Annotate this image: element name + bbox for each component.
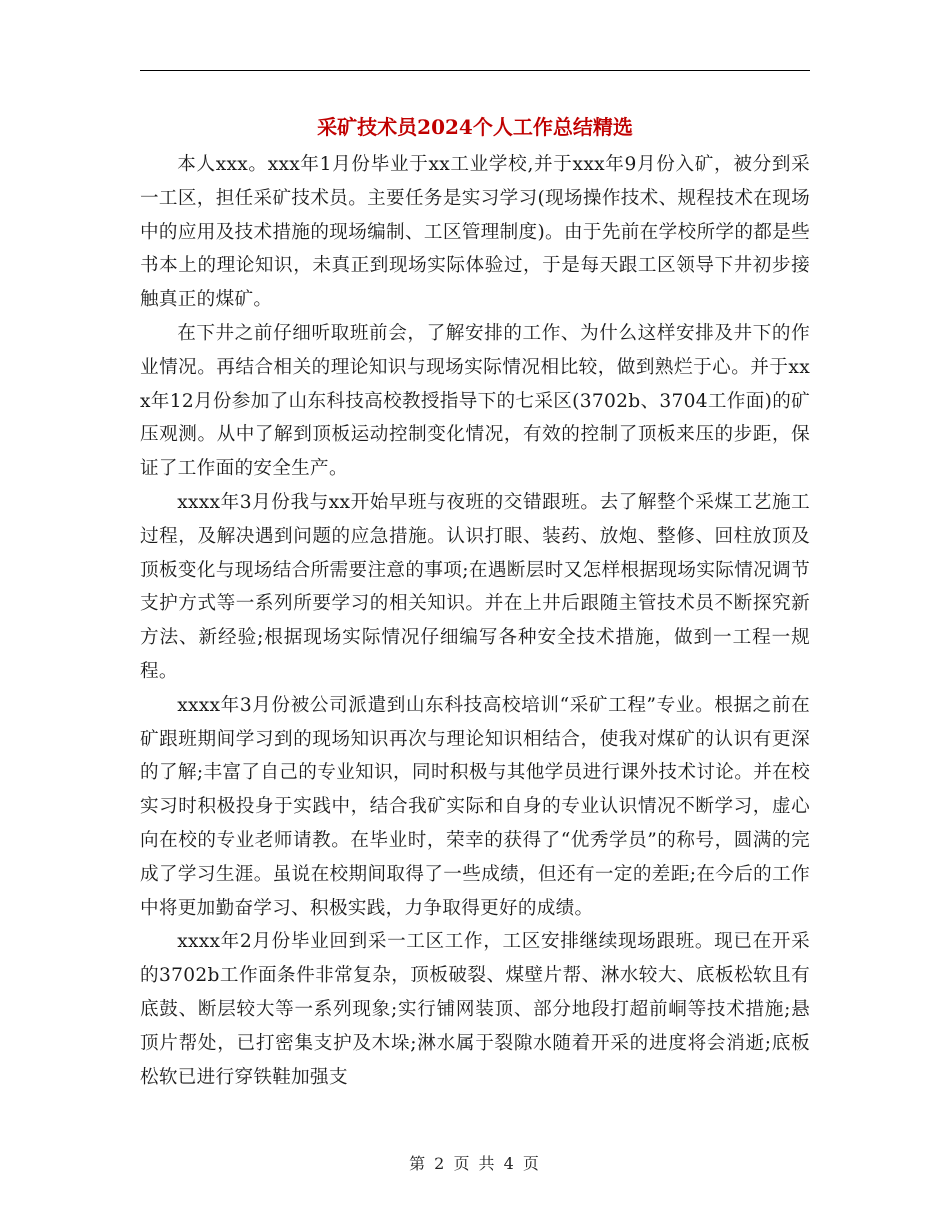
document-title: 采矿技术员2024个人工作总结精选	[317, 115, 633, 139]
paragraph-2: 在下井之前仔细听取班前会，了解安排的工作、为什么这样安排及井下的作业情况。再结合相关的理论知识与现场实际情况相比较，做到熟烂于心。并于xxx年12月份参加了山东科技高校教授指导下的七采区(3702b、3704工作面)的矿压观测。从中了解到顶板运动控制变化情况，有效的控制了顶板来压的步距，保证了工作面的安全生产。	[140, 322, 810, 480]
paragraph-5: xxxx年2月份毕业回到采一工区工作，工区安排继续现场跟班。现已在开采的3702b工作面条件非常复杂，顶板破裂、煤壁片帮、淋水较大、底板松软且有底鼓、断层较大等一系列现象;实行铺网装顶、部分地段打超前峒等技术措施;悬顶片帮处，已打密集支护及木垛;淋水属于裂隙水随着开采的进度将会消逝;底板松软已进行穿铁鞋加强支	[140, 931, 810, 1088]
header-rule	[140, 70, 810, 71]
paragraph-1: 本人xxx。xxx年1月份毕业于xx工业学校,并于xxx年9月份入矿，被分到采一工区，担任采矿技术员。主要任务是实习学习(现场操作技术、规程技术在现场中的应用及技术措施的现场编制、工区管理制度)。由于先前在学校所学的都是些书本上的理论知识，未真正到现场实际体验过，于是每天跟工区领导下井初步接触真正的煤矿。	[140, 154, 810, 311]
page-number-footer: 第 2 页 共 4 页	[409, 1154, 541, 1173]
paragraph-4: xxxx年3月份被公司派遣到山东科技高校培训“采矿工程”专业。根据之前在矿跟班期间学习到的现场知识再次与理论知识相结合，使我对煤矿的认识有更深的了解;丰富了自己的专业知识，同时积极与其他学员进行课外技术讨论。并在校实习时积极投身于实践中，结合我矿实际和自身的专业认识情况不断学习，虚心向在校的专业老师请教。在毕业时，荣幸的获得了“优秀学员”的称号，圆满的完成了学习生涯。虽说在校期间取得了一些成绩，但还有一定的差距;在今后的工作中将更加勤奋学习、积极实践，力争取得更好的成绩。	[140, 694, 810, 919]
paragraph-3: xxxx年3月份我与xx开始早班与夜班的交错跟班。去了解整个采煤工艺施工过程，及解决遇到问题的应急措施。认识打眼、装药、放炮、整修、回柱放顶及顶板变化与现场结合所需要注意的事项;在遇断层时又怎样根据现场实际情况调节支护方式等一系列所要学习的相关知识。并在上井后跟随主管技术员不断探究新方法、新经验;根据现场实际情况仔细编写各种安全技术措施，做到一工程一规程。	[140, 491, 810, 682]
document-body	[140, 148, 810, 1094]
